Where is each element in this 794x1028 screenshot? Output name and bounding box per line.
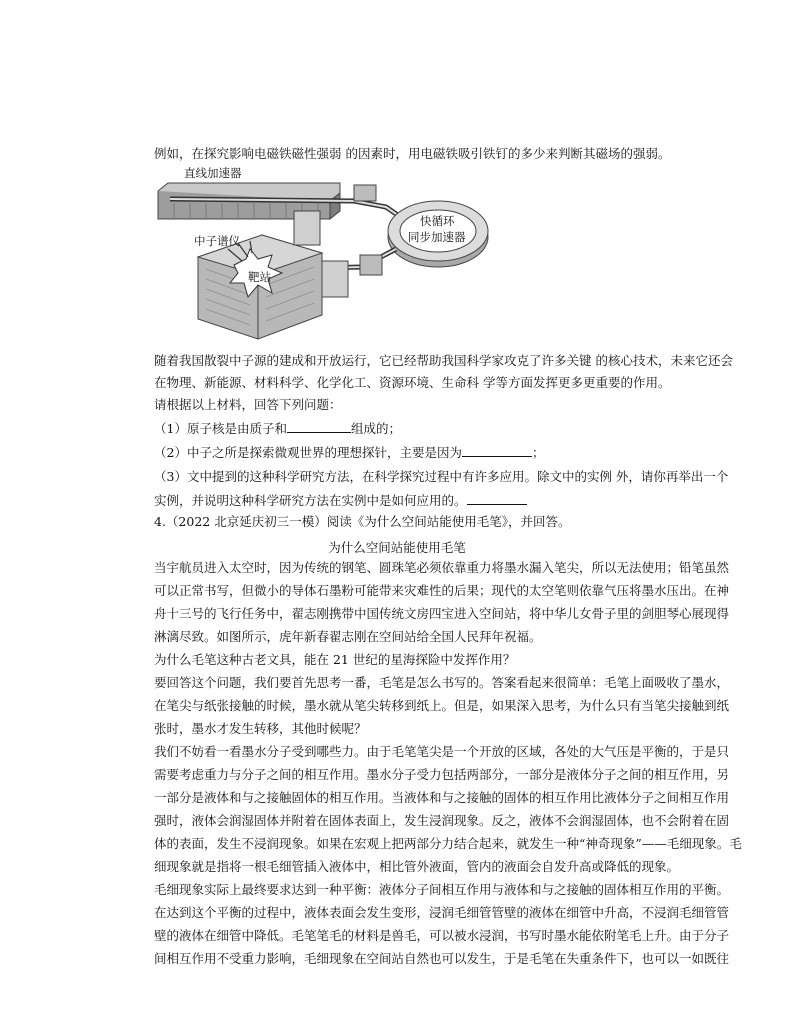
linac-label: 直线加速器: [184, 166, 242, 180]
article-line: 舟十三号的飞行任务中，翟志刚携带中国传统文房四宝进入空间站，将中华儿女骨子里的剑胆琴心展现得: [154, 606, 730, 621]
article-line: 当宇航员进入太空时，因为传统的钢笔、圆珠笔必须依靠重力将墨水漏入笔尖，所以无法使用；铅笔虽然: [154, 560, 730, 575]
q3-line-2-text: 实例，并说明这种科学研究方法在实例中是如何应用的。: [154, 493, 467, 508]
q3-answer-blank[interactable]: [467, 492, 527, 505]
article-line: 为什么毛笔这种古老文具，能在 21 世纪的星海探险中发挥作用？: [154, 652, 516, 667]
q2-answer-blank[interactable]: [462, 444, 532, 457]
article-line: 体的表面，发生不浸润现象。如果在宏观上把两部分力结合起来，就发生一种“神奇现象”——毛细现象。毛: [154, 836, 742, 851]
q1-answer-blank[interactable]: [287, 420, 351, 433]
q2-after: ；: [531, 445, 545, 460]
passage-line-1: 随着我国散裂中子源的建成和开放运行，它已经帮助我国科学家攻克了许多关键 的核心技术，未来它还会: [154, 353, 733, 368]
article-title: 为什么空间站能使用毛笔: [328, 540, 466, 555]
article-line: 毛细现象实际上最终要求达到一种平衡：液体分子间相互作用与液体和与之接触的固体相互作用的平衡。: [154, 882, 730, 897]
question-1: [154, 420, 401, 437]
article-line: 张时，墨水才发生转移，其他时候呢？: [154, 721, 367, 736]
spectrometer-label: 中子谱仪: [194, 234, 240, 248]
q1-after: 组成的；: [350, 421, 401, 436]
article-line: 要回答这个问题，我们要首先思考一番，毛笔是怎么书写的。答案看起来很简单：毛笔上面吸收了墨水，: [154, 675, 730, 690]
question-3-line-1: （3）文中提到的这种科学研究方法，在科学探究过程中有许多应用。除文中的实例 外，请你再举出一个: [154, 469, 729, 484]
article-line: 一部分是液体和与之接触固体的相互作用。当液体和与之接触的固体的相互作用比液体分子之间相互作用: [154, 790, 730, 805]
intro-text: 例如，在探究影响电磁铁磁性强弱 的因素时，用电磁铁吸引铁钉的多少来判断其磁场的强弱。: [154, 146, 671, 161]
article-line: 壁的液体在细管中降低。毛笔笔毛的材料是兽毛，可以被水浸润，书写时墨水能依附笔毛上升。由于分子: [154, 928, 730, 943]
question-3-line-2: [154, 492, 527, 509]
accelerator-figure: [154, 165, 494, 345]
article-line: 间相互作用不受重力影响，毛细现象在空间站自然也可以发生，于是毛笔在失重条件下，也可以一如既往: [154, 951, 730, 966]
article-line: 细现象就是指将一根毛细管插入液体中，相比管外液面，管内的液面会自发升高或降低的现象。: [154, 859, 680, 874]
passage-line-3: 请根据以上材料，回答下列问题：: [154, 397, 342, 412]
article-line: 需要考虑重力与分子之间的相互作用。墨水分子受力包括两部分，一部分是液体分子之间的相互作用，另: [154, 767, 730, 782]
target-label: 靶站: [248, 270, 271, 284]
ring-label-2: 同步加速器: [408, 230, 466, 244]
q1-before: （1）原子核是由质子和: [154, 421, 287, 436]
article-line: 强时，液体会润湿固体并附着在固体表面上，发生浸润现象。反之，液体不会润湿固体，也不会附着在固: [154, 813, 730, 828]
article-line: 可以正常书写，但微小的导体石墨粉可能带来灾难性的后果；现代的太空笔则依靠气压将墨水压出。在神: [154, 583, 730, 598]
article-line: 淋漓尽致。如图所示，虎年新春翟志刚在空间站给全国人民拜年祝福。: [154, 629, 542, 644]
ring-label-1: 快循环: [420, 214, 455, 228]
question-4-header: 4.（2022 北京延庆初三一模）阅读《为什么空间站能使用毛笔》，并回答。: [154, 514, 571, 529]
q2-before: （2）中子之所是探索微观世界的理想探针，主要是因为: [154, 445, 462, 460]
question-2: [154, 444, 544, 461]
article-line: 在笔尖与纸张接触的时候，墨水就从笔尖转移到纸上。但是，如果深入思考，为什么只有当笔尖接触到纸: [154, 698, 730, 713]
article-line: 在达到这个平衡的过程中，液体表面会发生变形，浸润毛细管管壁的液体在细管中升高，不浸润毛细管管: [154, 905, 730, 920]
passage-line-2: 在物理、新能源、材料科学、化学化工、资源环境、生命科 学等方面发挥更多更重要的作用。: [154, 375, 671, 390]
article-line: 我们不妨看一看墨水分子受到哪些力。由于毛笔笔尖是一个开放的区域，各处的大气压是平衡的，于是只: [154, 744, 730, 759]
